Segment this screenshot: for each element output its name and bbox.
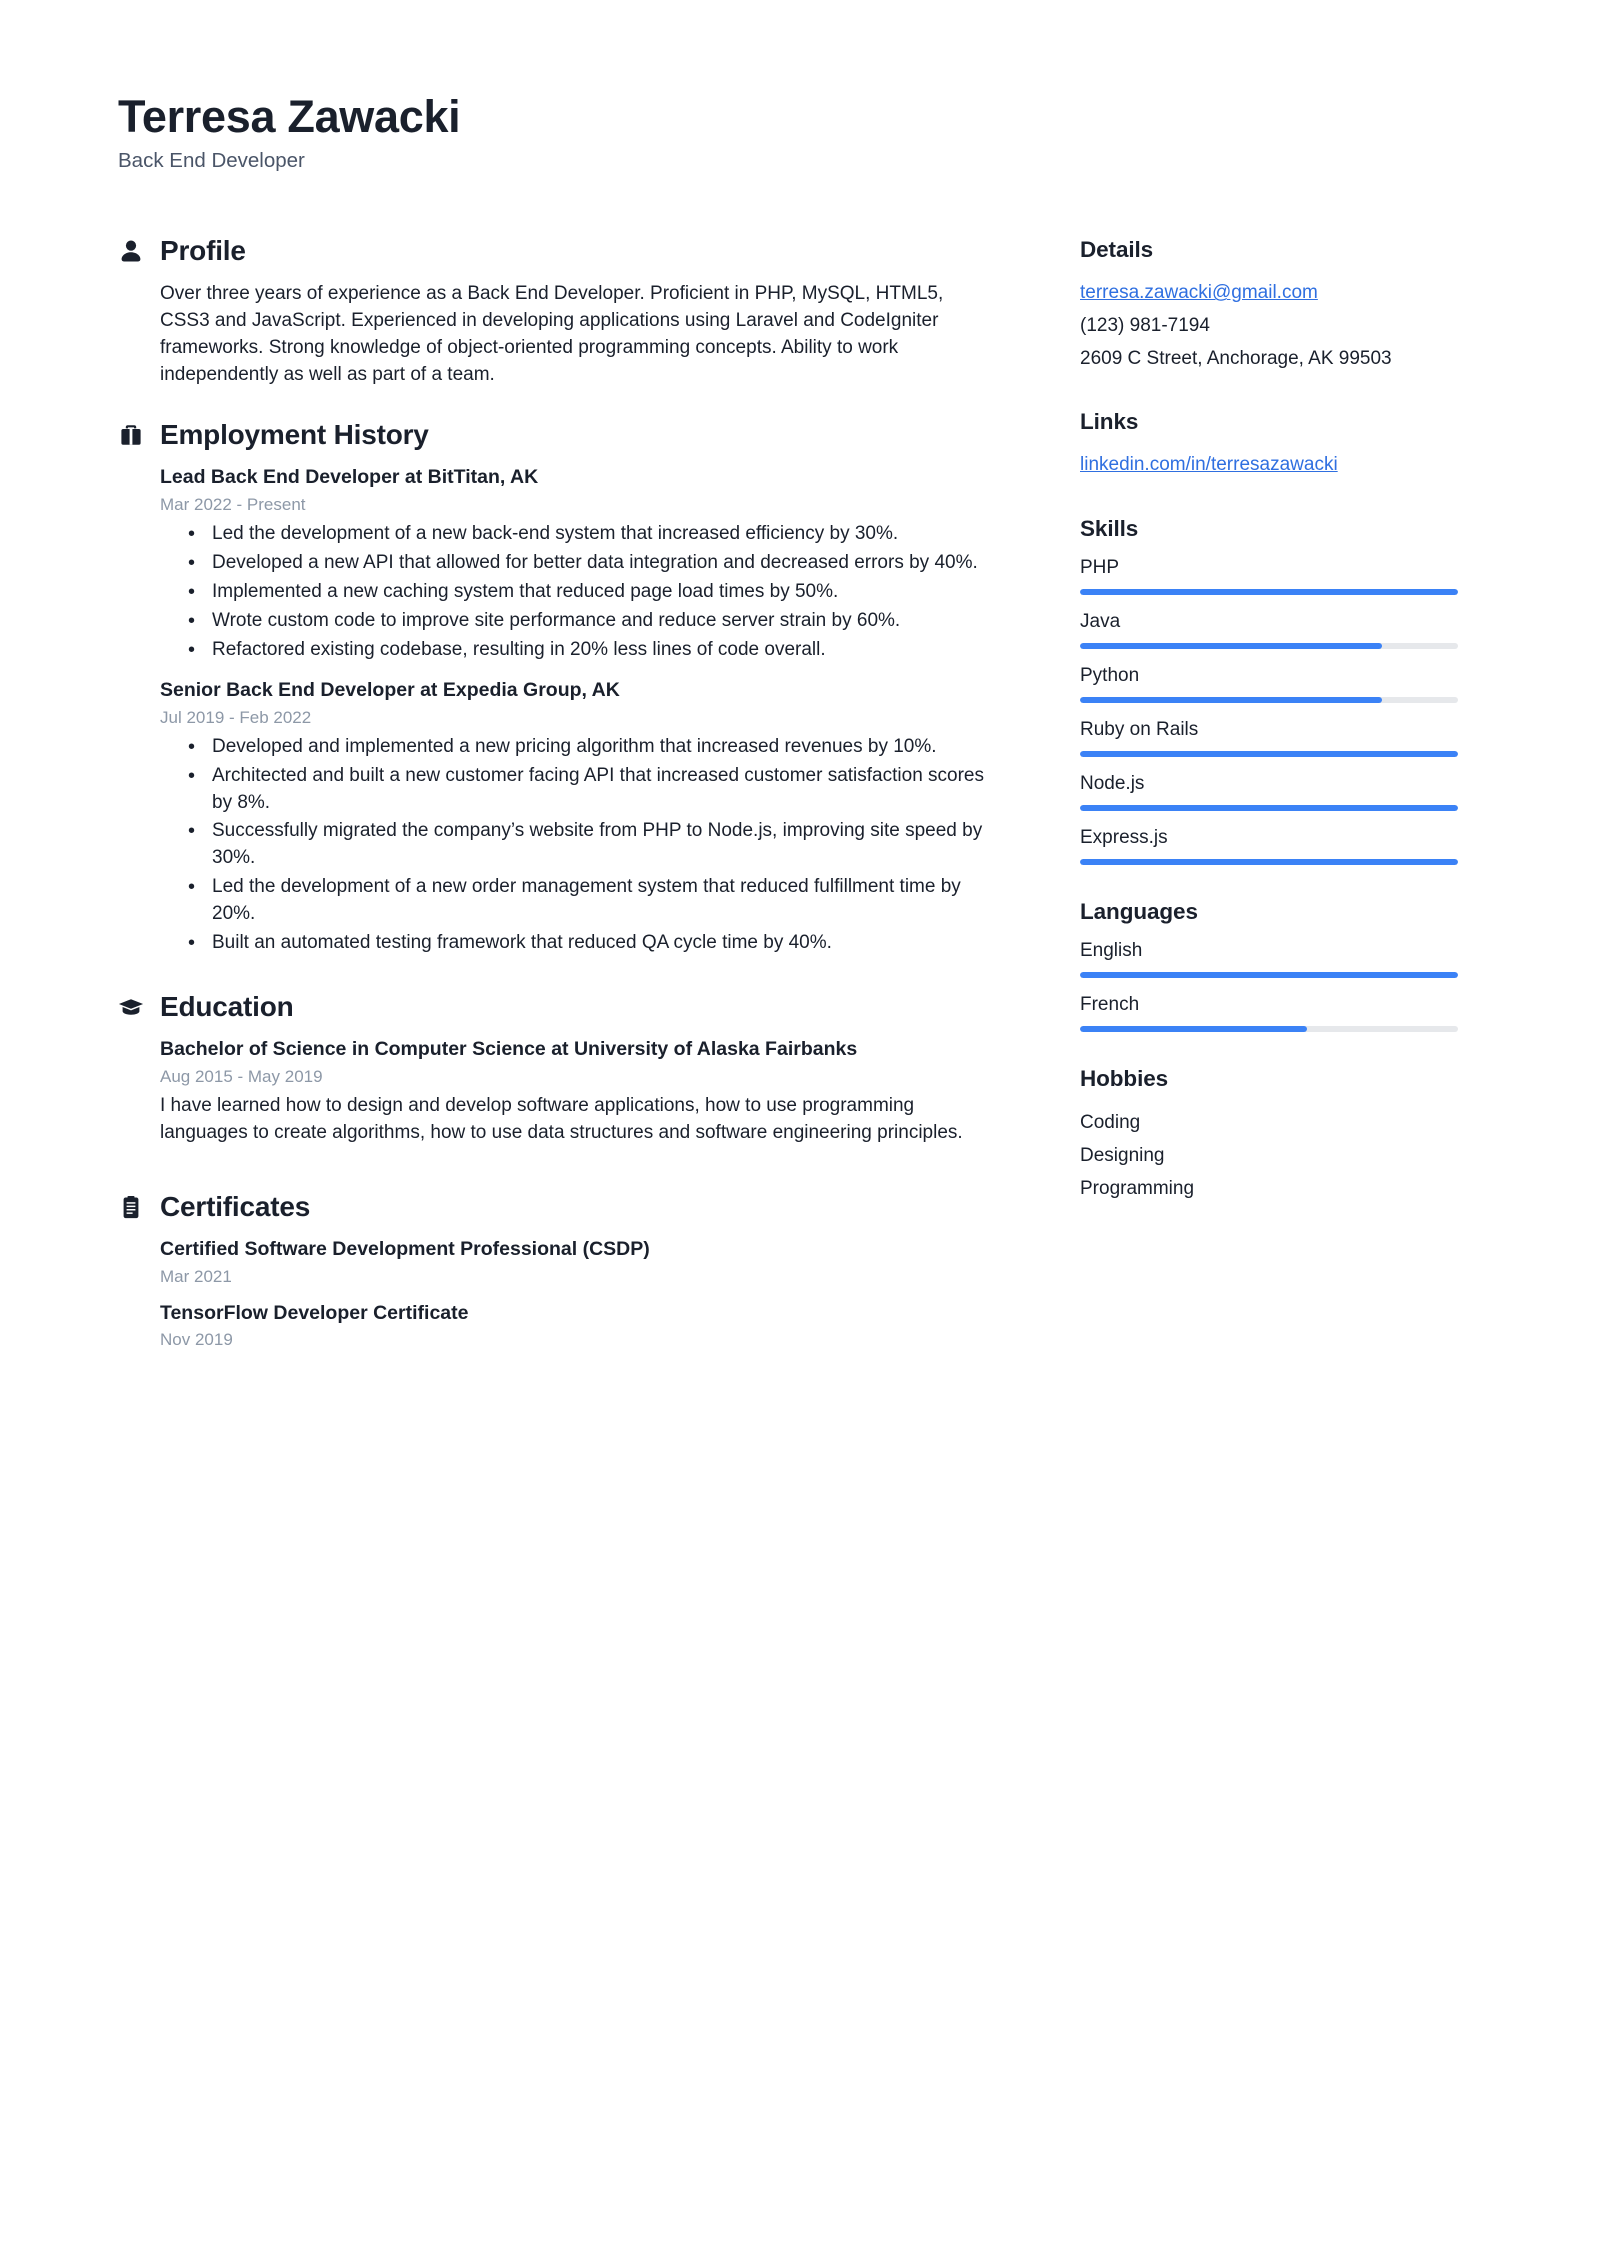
skill-row [1080,557,1462,595]
certificate-title: Certified Software Development Professional (CSDP) [160,1238,650,1260]
skill-meter-fill [1080,697,1382,703]
skill-meter-fill [1080,805,1458,811]
email-link[interactable]: terresa.zawacki@gmail.com [1080,282,1318,304]
section-certificates [118,1191,998,1350]
list-item: • Refactored existing codebase, resulting in 20% less lines of code overall. [212,637,998,664]
certificate-entry [160,1237,998,1287]
employment-date: Jul 2019 - Feb 2022 [160,707,312,727]
language-meter-track [1080,1026,1458,1032]
section-body-certificates [118,1237,998,1350]
employment-entry [160,678,998,957]
skill-meter-fill [1080,751,1458,757]
skill-meter-track [1080,751,1458,757]
section-title-employment: Employment History [160,419,429,451]
skill-row [1080,827,1462,865]
skill-meter-fill [1080,859,1458,865]
section-education [118,991,998,1147]
sidebar-section-hobbies [1080,1066,1462,1205]
section-employment-history [118,419,998,957]
skill-row [1080,773,1462,811]
certificate-date: Mar 2021 [160,1266,232,1286]
list-item: • Developed and implemented a new pricing algorithm that increased revenues by 10%. [212,734,998,761]
main-column [118,235,998,1366]
sidebar-title-links: Links [1080,408,1139,434]
sidebar-title-details: Details [1080,237,1154,263]
hobby-item: Programming [1080,1177,1195,1199]
section-body-employment [118,465,998,957]
hobby-item: Coding [1080,1112,1141,1134]
skill-row [1080,611,1462,649]
certificate-title: TensorFlow Developer Certificate [160,1301,469,1324]
profile-text: Over three years of experience as a Back End Developer. Proficient in PHP, MySQL, HTML5, CSS3 and JavaScript. Experienced in developing applications using Laravel and CodeIgniter frameworks. Strong knowledge of object-oriented programming concepts. Ability to work independently as well as part of a team. [160,283,944,386]
section-title-profile: Profile [160,235,246,267]
section-body-education [118,1037,998,1147]
language-meter-fill [1080,1026,1307,1032]
resume-body [118,235,1482,1366]
employment-date: Mar 2022 - Present [160,495,306,514]
sidebar-section-details [1080,237,1462,374]
education-date: Aug 2015 - May 2019 [160,1067,323,1087]
education-entry [160,1037,998,1147]
skill-row [1080,719,1462,757]
employment-bullets [160,734,998,958]
candidate-job-title: Back End Developer [118,149,305,173]
certificate-entry [160,1301,998,1351]
phone-text: (123) 981-7194 [1080,315,1210,337]
employment-title: Senior Back End Developer at Expedia Group, AK [160,678,620,701]
sidebar-title-languages: Languages [1080,899,1198,925]
certificate-date: Nov 2019 [160,1330,233,1350]
skill-label: Ruby on Rails [1080,719,1199,741]
skill-meter-track [1080,589,1458,595]
language-meter-track [1080,972,1458,978]
list-item: • Successfully migrated the company’s website from PHP to Node.js, improving site speed by 30%. [212,818,998,872]
skill-meter-track [1080,643,1458,649]
skill-meter-fill [1080,643,1382,649]
section-title-certificates: Certificates [160,1191,311,1222]
sidebar-title-skills: Skills [1080,516,1139,542]
section-profile [118,235,998,389]
section-header-employment [118,419,998,451]
section-header-education [118,991,998,1023]
sidebar-title-hobbies: Hobbies [1080,1066,1169,1092]
section-header-profile [118,235,998,267]
graduation-cap-icon [118,993,144,1021]
language-label: French [1080,994,1140,1016]
list-item: • Architected and built a new customer facing API that increased customer satisfaction scores by 8%. [212,763,998,817]
language-label: English [1080,940,1143,962]
list-item: • Developed a new API that allowed for better data integration and decreased errors by 40%. [212,550,998,577]
list-item: • Led the development of a new order management system that reduced fulfillment time by 20%. [212,874,998,928]
section-title-education: Education [160,991,294,1023]
list-item: • Built an automated testing framework that reduced QA cycle time by 40%. [212,930,998,957]
address-text: 2609 C Street, Anchorage, AK 99503 [1080,347,1392,369]
sidebar-section-skills [1080,516,1462,865]
skill-label: Java [1080,611,1121,633]
skill-label: PHP [1080,557,1120,579]
skill-meter-fill [1080,589,1458,595]
candidate-name: Terresa Zawacki [118,91,461,142]
language-row [1080,994,1462,1032]
skill-meter-track [1080,697,1458,703]
language-meter-fill [1080,972,1458,978]
employment-title: Lead Back End Developer at BitTitan, AK [160,466,539,489]
resume-header [118,92,1482,173]
briefcase-icon [118,421,144,449]
sidebar-section-languages [1080,899,1462,1032]
skill-label: Python [1080,665,1140,687]
employment-bullets [160,521,998,664]
sidebar-section-links [1080,409,1462,483]
skill-row [1080,665,1462,703]
education-description: I have learned how to design and develop software applications, how to use programming languages to create algorithms, how to use data structures and software engineering principles. [160,1095,963,1144]
employment-entry [160,465,998,664]
person-icon [118,237,144,265]
skill-label: Express.js [1080,827,1168,849]
skill-label: Node.js [1080,773,1145,795]
linkedin-link[interactable]: linkedin.com/in/terresazawacki [1080,453,1338,475]
list-item: • Implemented a new caching system that reduced page load times by 50%. [212,579,998,606]
section-header-certificates [118,1191,998,1223]
clipboard-icon [118,1193,144,1221]
skill-meter-track [1080,805,1458,811]
sidebar-column [1080,235,1462,1239]
education-title: Bachelor of Science in Computer Science at University of Alaska Fairbanks [160,1038,858,1061]
section-body-profile [118,281,998,389]
language-row [1080,940,1462,978]
list-item: • Led the development of a new back-end system that increased efficiency by 30%. [212,521,998,548]
list-item: • Wrote custom code to improve site performance and reduce server strain by 60%. [212,608,998,635]
skill-meter-track [1080,859,1458,865]
hobby-item: Designing [1080,1145,1165,1167]
